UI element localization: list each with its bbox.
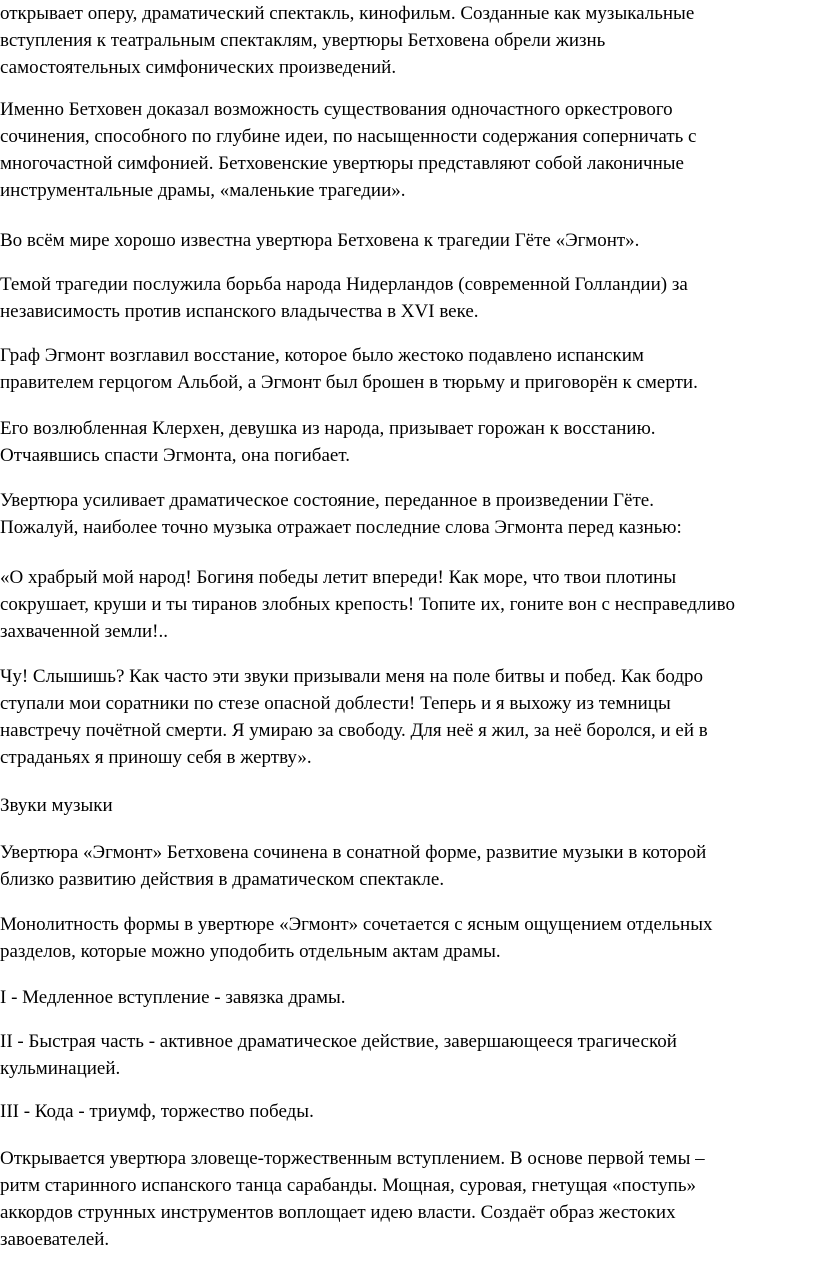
text-line: навстречу почётной смерти. Я умираю за свободу. Для неё я жил, за неё боролся, и ей в bbox=[0, 720, 708, 741]
text-line: аккордов струнных инструментов воплощает идею власти. Создаёт образ жестоких bbox=[0, 1202, 676, 1223]
text-line: Отчаявшись спасти Эгмонта, она погибает. bbox=[0, 445, 350, 466]
text-line: Пожалуй, наиболее точно музыка отражает последние слова Эгмонта перед казнью: bbox=[0, 517, 682, 538]
paragraph bbox=[0, 663, 708, 771]
list-item bbox=[0, 984, 346, 1011]
text-line: Его возлюбленная Клерхен, девушка из народа, призывает горожан к восстанию. bbox=[0, 418, 656, 439]
text-line: Увертюра «Эгмонт» Бетховена сочинена в сонатной форме, развитие музыки в которой bbox=[0, 842, 707, 863]
paragraph bbox=[0, 487, 682, 541]
text-line: Открывается увертюра зловеще-торжественным вступлением. В основе первой темы – bbox=[0, 1148, 705, 1169]
text-line: близко развитию действия в драматическом спектакле. bbox=[0, 869, 445, 890]
paragraph bbox=[0, 911, 713, 965]
text-line: сочинения, способного по глубине идеи, по насыщенности содержания соперничать с bbox=[0, 126, 697, 147]
text-line: Во всём мире хорошо известна увертюра Бетховена к трагедии Гёте «Эгмонт». bbox=[0, 230, 640, 251]
text-line: правителем герцогом Альбой, а Эгмонт был брошен в тюрьму и приговорён к смерти. bbox=[0, 372, 698, 393]
text-line: завоевателей. bbox=[0, 1229, 110, 1250]
text-line: разделов, которые можно уподобить отдельным актам драмы. bbox=[0, 941, 501, 962]
text-line: открывает оперу, драматический спектакль, кинофильм. Созданные как музыкальные bbox=[0, 3, 695, 24]
paragraph bbox=[0, 839, 706, 893]
text-line: Темой трагедии послужила борьба народа Нидерландов (современной Голландии) за bbox=[0, 274, 688, 295]
paragraph bbox=[0, 415, 656, 469]
text-line: II - Быстрая часть - активное драматическое действие, завершающееся трагической bbox=[0, 1031, 677, 1052]
text-line: III - Кода - триумф, торжество победы. bbox=[0, 1101, 314, 1122]
text-line: кульминацией. bbox=[0, 1058, 121, 1079]
text-line: ступали мои соратники по стезе опасной доблести! Теперь и я выхожу из темницы bbox=[0, 693, 671, 714]
paragraph bbox=[0, 96, 697, 204]
text-line: сокрушает, круши и ты тиранов злобных крепость! Топите их, гоните вон с несправедливо bbox=[0, 594, 736, 615]
text-line: Граф Эгмонт возглавил восстание, которое было жестоко подавлено испанским bbox=[0, 345, 644, 366]
text-line: захваченной земли!.. bbox=[0, 621, 169, 642]
text-line: многочастной симфонией. Бетховенские увертюры представляют собой лаконичные bbox=[0, 153, 684, 174]
text-line: вступления к театральным спектаклям, увертюры Бетховена обрели жизнь bbox=[0, 30, 606, 51]
text-line: Увертюра усиливает драматическое состояние, переданное в произведении Гёте. bbox=[0, 490, 654, 511]
text-line: Чу! Слышишь? Как часто эти звуки призывали меня на поле битвы и побед. Как бодро bbox=[0, 666, 704, 687]
text-line: независимость против испанского владычества в XVI веке. bbox=[0, 301, 479, 322]
paragraph bbox=[0, 271, 688, 325]
list-item bbox=[0, 1098, 314, 1125]
text-line: страданьях я приношу себя в жертву». bbox=[0, 747, 312, 768]
paragraph bbox=[0, 342, 698, 396]
text-line: «О храбрый мой народ! Богиня победы летит впереди! Как море, что твои плотины bbox=[0, 567, 677, 588]
list-item bbox=[0, 1028, 677, 1082]
section-heading bbox=[0, 792, 113, 819]
text-line: Монолитность формы в увертюре «Эгмонт» сочетается с ясным ощущением отдельных bbox=[0, 914, 713, 935]
text-line: Именно Бетховен доказал возможность существования одночастного оркестрового bbox=[0, 99, 673, 120]
text-line: Звуки музыки bbox=[0, 795, 113, 816]
paragraph bbox=[0, 0, 694, 81]
text-line: I - Медленное вступление - завязка драмы. bbox=[0, 987, 346, 1008]
text-line: ритм старинного испанского танца сарабанды. Мощная, суровая, гнетущая «поступь» bbox=[0, 1175, 697, 1196]
paragraph bbox=[0, 564, 735, 645]
text-line: самостоятельных симфонических произведений. bbox=[0, 57, 397, 78]
text-line: инструментальные драмы, «маленькие трагедии». bbox=[0, 180, 406, 201]
paragraph bbox=[0, 1145, 705, 1253]
paragraph bbox=[0, 227, 639, 254]
